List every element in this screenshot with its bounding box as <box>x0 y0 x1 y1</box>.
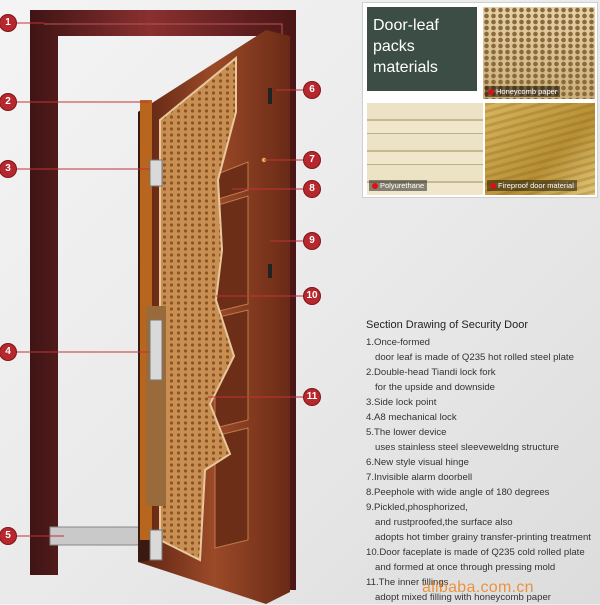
section-line: uses stainless steel sleeveweldng structure <box>375 442 559 453</box>
section-line: adopt mixed filling with honeycomb paper <box>375 592 551 603</box>
callout-11: 11 <box>304 389 320 405</box>
materials-panel <box>362 2 598 198</box>
section-line: and rustproofed,the surface also <box>375 517 513 528</box>
section-line: 4.A8 mechanical lock <box>366 412 457 423</box>
section-line: 2.Double-head Tiandi lock fork <box>366 367 496 378</box>
section-line: adopts hot timber grainy transfer-printing treatment <box>375 532 591 543</box>
honeycomb-caption: Honeycomb paper <box>485 86 560 97</box>
section-line: door leaf is made of Q235 hot rolled steel plate <box>375 352 574 363</box>
materials-title <box>367 7 477 91</box>
section-line: 6.New style visual hinge <box>366 457 469 468</box>
section-line: 10.Door faceplate is made of Q235 cold rolled plate <box>366 547 585 558</box>
callout-9: 9 <box>304 233 320 249</box>
fireproof-swatch <box>485 103 595 195</box>
section-description <box>366 318 600 605</box>
callout-2: 2 <box>0 94 16 110</box>
honeycomb-paper-swatch <box>483 7 595 99</box>
section-line: 1.Once-formed <box>366 337 430 348</box>
callout-10: 10 <box>304 288 320 304</box>
callout-1: 1 <box>0 15 16 31</box>
section-line: and formed at once through pressing mold <box>375 562 556 573</box>
callout-8: 8 <box>304 181 320 197</box>
callout-3: 3 <box>0 161 16 177</box>
callout-5: 5 <box>0 528 16 544</box>
materials-title-line1: Door-leaf packs <box>373 17 439 55</box>
fireproof-caption: Fireproof door material <box>487 180 577 191</box>
section-line: 3.Side lock point <box>366 397 437 408</box>
section-line: for the upside and downside <box>375 382 496 393</box>
section-line: 5.The lower device <box>366 427 447 438</box>
door-leaf <box>138 30 290 604</box>
callout-7: 7 <box>304 152 320 168</box>
callout-6: 6 <box>304 82 320 98</box>
watermark: alibaba.com.cn <box>422 579 534 596</box>
section-line: 8.Peephole with wide angle of 180 degrees <box>366 487 550 498</box>
materials-title-line2: materials <box>373 59 438 76</box>
polyurethane-caption: Polyurethane <box>369 180 427 191</box>
callout-4: 4 <box>0 344 16 360</box>
polyurethane-swatch <box>367 103 483 195</box>
section-line: 9.Pickled,phosphorized, <box>366 502 468 513</box>
section-line: 11.The inner fillings <box>366 577 449 588</box>
section-line: 7.Invisible alarm doorbell <box>366 472 473 483</box>
section-title: Section Drawing of Security Door <box>366 319 529 331</box>
